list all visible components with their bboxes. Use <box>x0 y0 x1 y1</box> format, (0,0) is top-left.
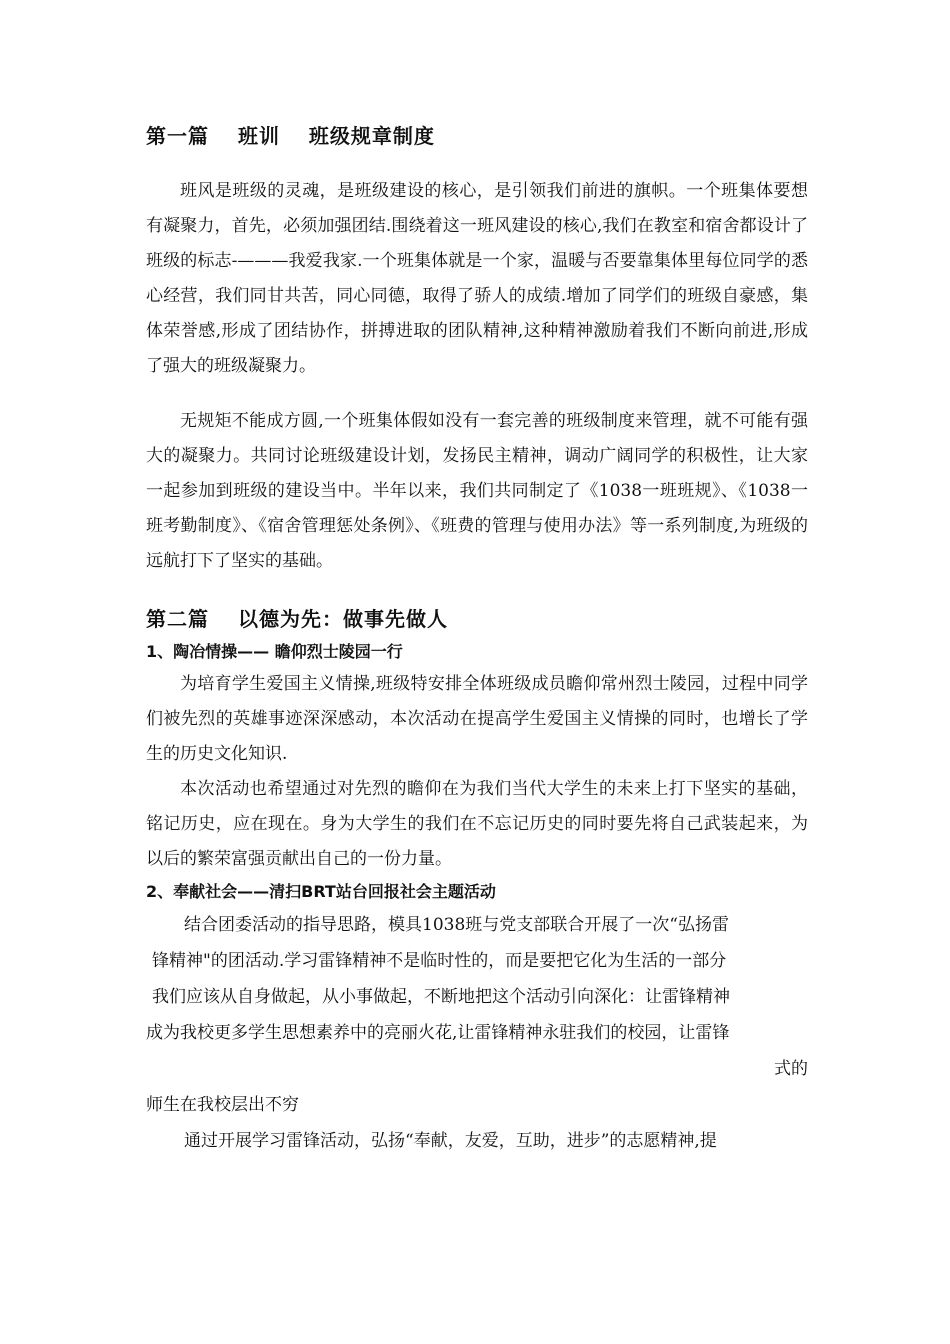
chapter1-title: 第一篇 班训 班级规章制度 <box>146 124 435 148</box>
chapter1-paragraph-1: 班风是班级的灵魂，是班级建设的核心，是引领我们前进的旗帜。一个班集体要想有凝聚力，首先，必须加强团结.围绕着这一班风建设的核心,我们在教室和宿舍都设计了班级的标志-———我爱我家.一个班集体就是一个家，温暖与否要靠集体里每位同学的悉心经营，我们同甘共苦，同心同德，取得了骄人的成绩.增加了同学们的班级自豪感，集体荣誉感,形成了团结协作，拼搏进取的团队精神,这种精神激励着我们不断向前进,形成了强大的班级凝聚力。 <box>146 181 808 376</box>
section2-line-1: 结合团委活动的指导思路，模具1038班与党支部联合开展了一次“弘扬雷 <box>184 915 729 935</box>
document-body <box>146 118 808 1159</box>
chapter2-title: 第二篇 以德为先：做事先做人 <box>146 607 448 631</box>
section2-line-4: 成为我校更多学生思想素养中的亮丽火花,让雷锋精神永驻我们的校园，让雷锋 <box>146 1023 730 1043</box>
chapter1-paragraph-2: 无规矩不能成方圆,一个班集体假如没有一套完善的班级制度来管理，就不可能有强大的凝聚力。共同讨论班级建设计划，发扬民主精神，调动广阔同学的积极性，让大家一起参加到班级的建设当中。半年以来，我们共同制定了《1038一班班规》、《1038一班考勤制度》、《宿舍管理惩处条例》、《班费的管理与使用办法》等一系列制度,为班级的远航打下了坚实的基础。 <box>146 411 808 571</box>
section1-paragraph-1: 为培育学生爱国主义情操,班级特安排全体班级成员瞻仰常州烈士陵园，过程中同学们被先烈的英雄事迹深深感动，本次活动在提高学生爱国主义情操的同时，也增长了学生的历史文化知识. <box>146 674 808 764</box>
section2-line-6: 师生在我校层出不穷 <box>146 1095 299 1115</box>
section2-line-2: 锋精神"的团活动.学习雷锋精神不是临时性的，而是要把它化为生活的一部分 <box>152 951 727 971</box>
section2-heading: 2、奉献社会——清扫BRT站台回报社会主题活动 <box>146 882 496 901</box>
section1-heading: 1、陶冶情操—— 瞻仰烈士陵园一行 <box>146 642 403 661</box>
section2-line-7: 通过开展学习雷锋活动，弘扬“奉献，友爱，互助，进步”的志愿精神,提 <box>184 1131 717 1151</box>
section2-line-3: 我们应该从自身做起，从小事做起，不断地把这个活动引向深化：让雷锋精神 <box>152 987 730 1007</box>
section2-line-5: 式的 <box>774 1059 808 1079</box>
section1-paragraph-2: 本次活动也希望通过对先烈的瞻仰在为我们当代大学生的未来上打下坚实的基础，铭记历史，应在现在。身为大学生的我们在不忘记历史的同时要先将自己武装起来，为以后的繁荣富强贡献出自己的一份力量。 <box>146 779 808 869</box>
